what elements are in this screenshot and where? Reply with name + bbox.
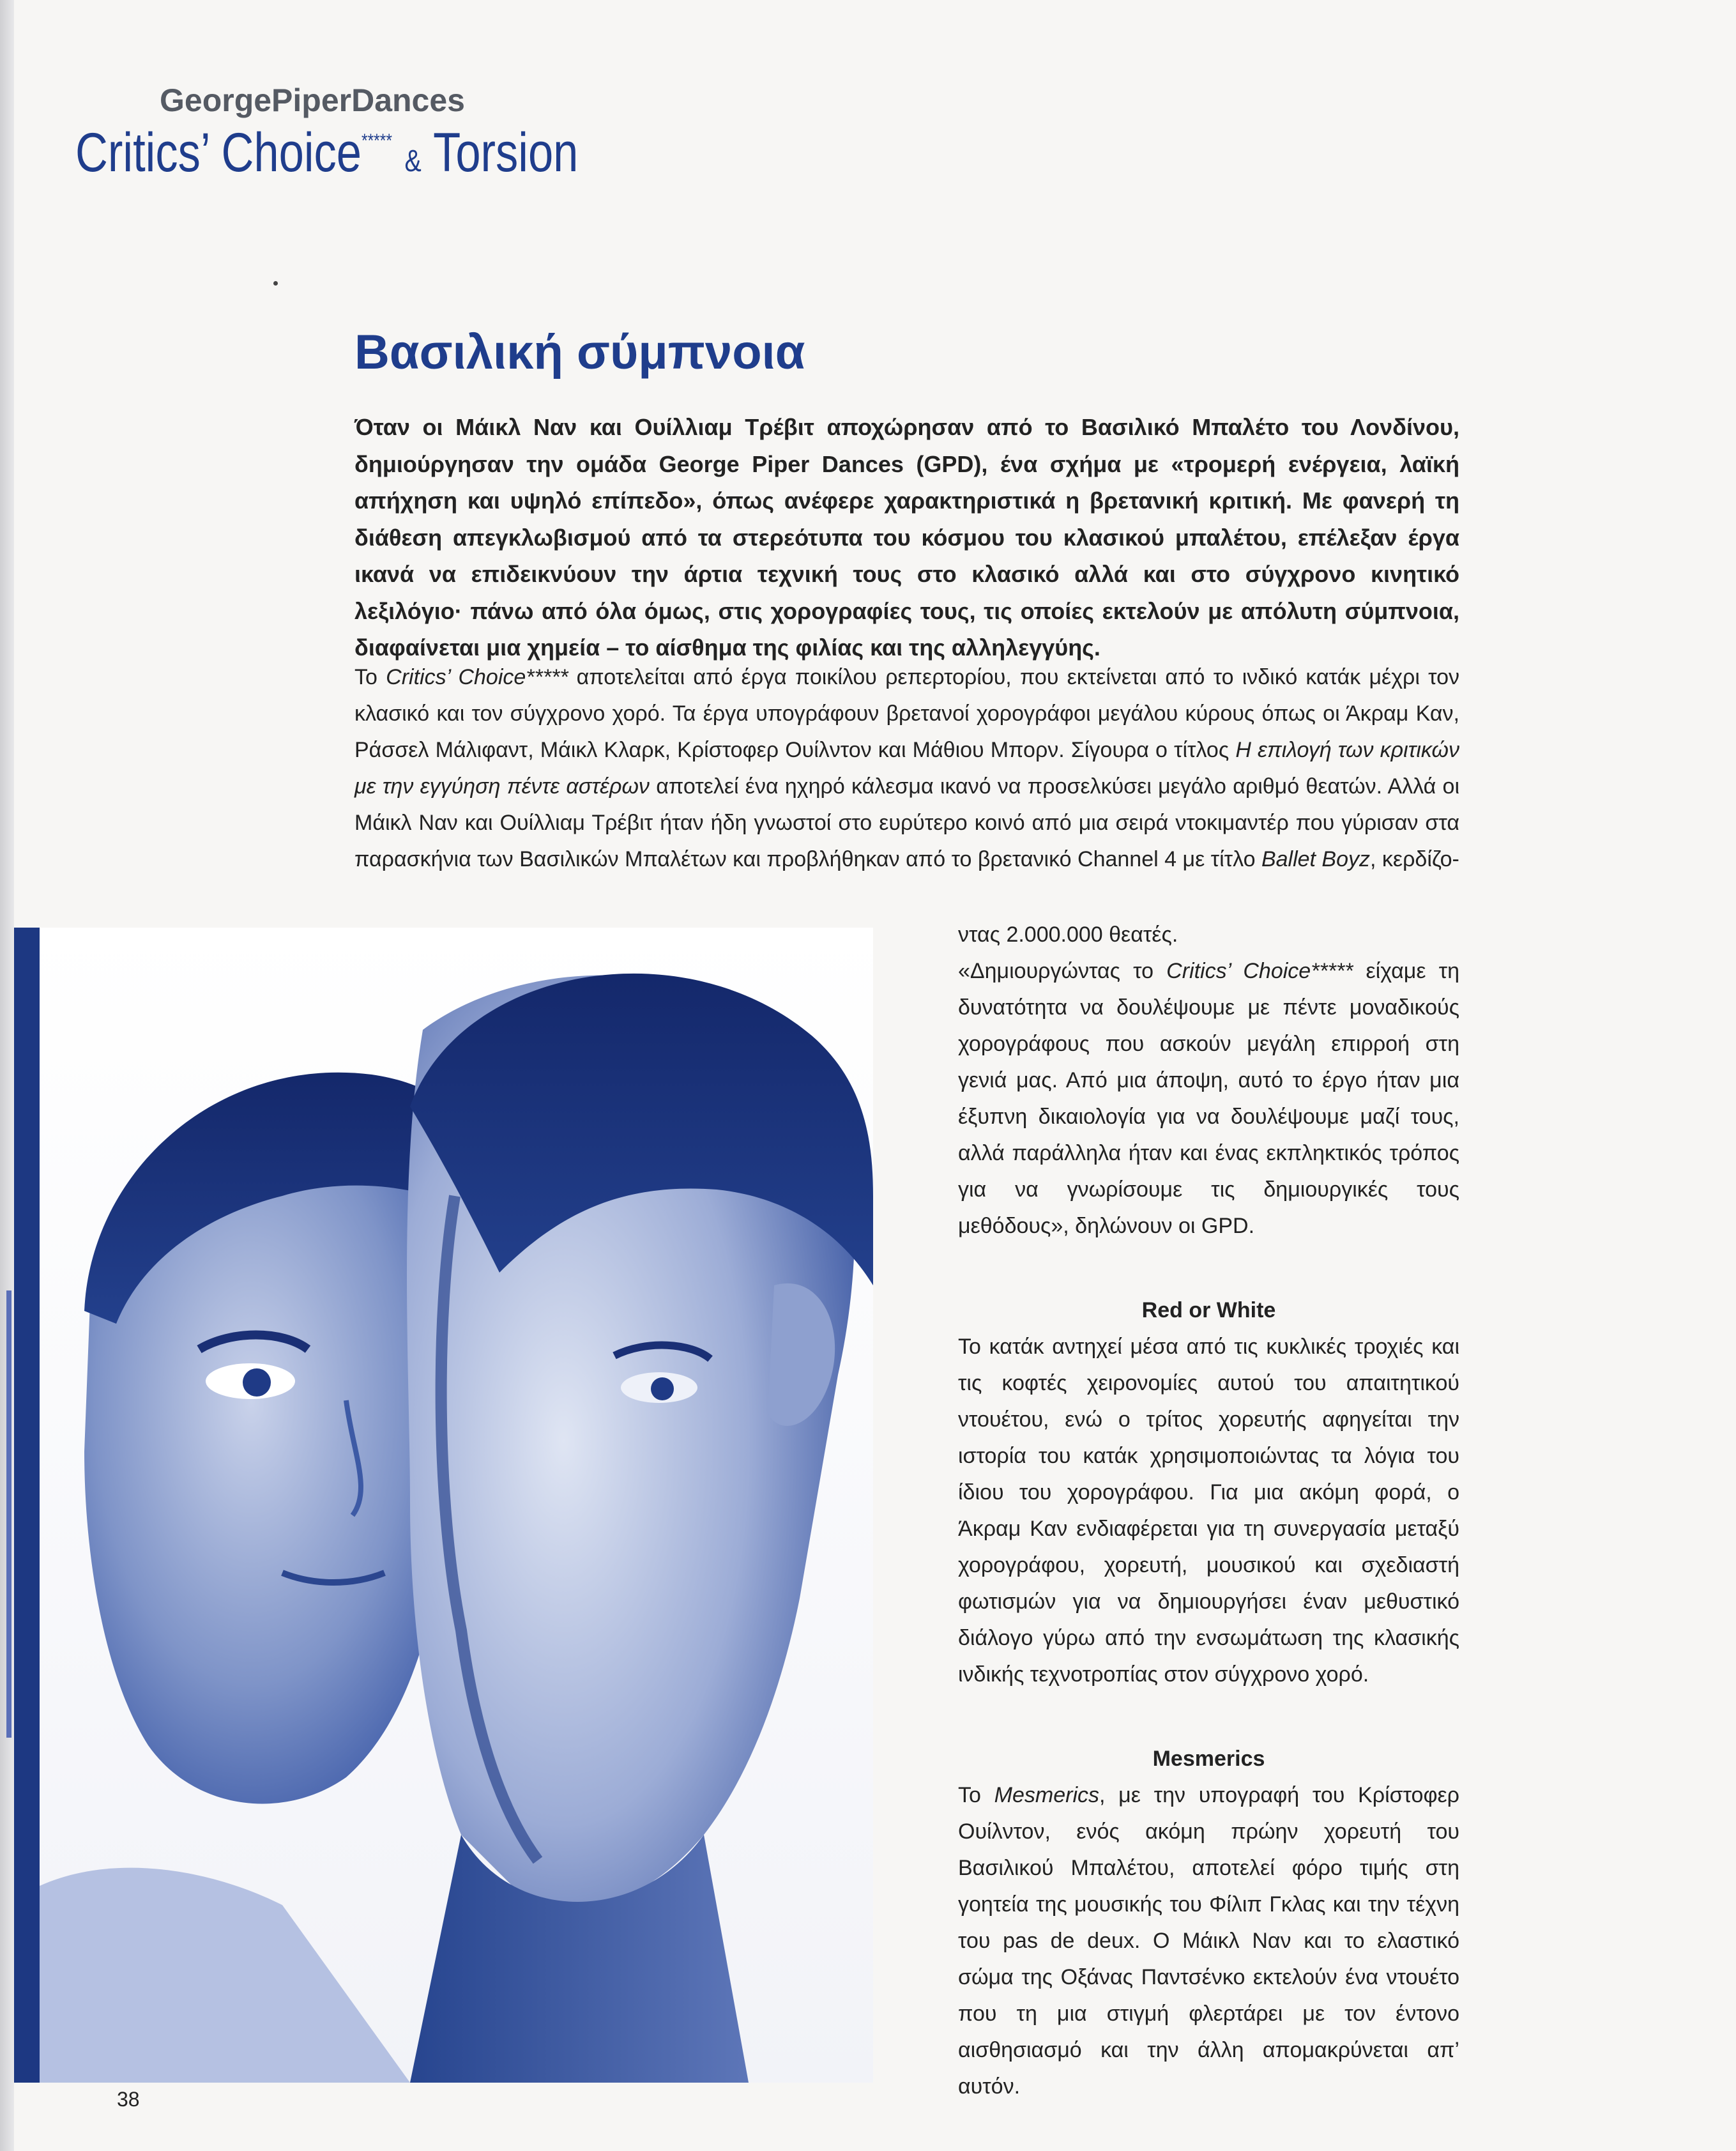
article-headline: Βασιλική σύμπνοια — [354, 325, 805, 379]
section-text-mesmerics: Το Mesmerics, με την υπογραφή του Κρίστοφερ Ουίλντον, ενός ακόμη πρώην χορευτή του Βασιλικού Μπαλέτου, αποτελεί φόρο τιμής στη γοητεία της μουσικής του Φίλιπ Γκλας και την τέχνη του pas de deux. Ο Μάικλ Ναν και το ελαστικό σώμα της Οξάνας Παντσένκο εκτελούν ένα ντουέτο που τη μια στιγμή φλερτάρει με τον έντονο αισθησιασμό και την άλλη απομακρύνεται απ’ αυτόν. — [958, 1783, 1460, 2099]
dancers-portrait-photo — [14, 928, 873, 2083]
series-title-main: Critics’ Choice — [75, 122, 362, 183]
article-body-paragraph — [354, 659, 1459, 878]
series-title — [75, 121, 578, 185]
body-paragraph-1-tail: ντας 2.000.000 θεατές. — [958, 922, 1178, 947]
section-text-red-or-white: Το κατάκ αντηχεί μέσα από τις κυκλικές τροχιές και τις κοφτές χειρονομίες αυτού του απαιτητικού ντουέτου, ενώ ο τρίτος χορευτής αφηγείται την ιστορία του κατάκ χρησιμοποιώντας τα λόγια του ίδιου του χορογράφου. Για μια ακόμη φορά, ο Άκραμ Καν ενδιαφέρεται για τη συνεργασία μεταξύ χορογράφου, χορευτή, μουσικού και σχεδιαστή φωτισμών για να δημιουργήσει έναν μεθυστικό διάλογο γύρω από την ενσωμάτωση της κλασικής ινδικής τεχνοτροπίας στον σύγχρονο χορό. — [958, 1335, 1459, 1687]
page-edge — [0, 0, 14, 2151]
section-title-red-or-white: Red or White — [1141, 1298, 1276, 1322]
portrait-image — [14, 928, 873, 2083]
body-paragraph-1: Το Critics’ Choice***** αποτελείται από έργα ποικίλου ρεπερτορίου, που εκτείνεται από το ινδικό κατάκ μέχρι τον κλασικό και τον σύγχρονο χορό. Τα έργα υπογράφουν βρετανοί χορογράφοι μεγάλου κύρους όπως οι Άκραμ Καν, Ράσσελ Μάλιφαντ, Μάικλ Κλαρκ, Κρίστοφερ Ουίλντον και Μάθιου Μπορν. Σίγουρα ο τίτλος Η επιλογή των κριτικών με την εγγύηση πέντε αστέρων αποτελεί ένα ηχηρό κάλεσμα ικανό να προσελκύσει μεγάλο αριθμό θεατών. Αλλά οι Μάικλ Ναν και Ουίλλιαμ Τρέβιτ ήταν ήδη γνωστοί στο ευρύτερο κοινό από μια σειρά ντοκιμαντέρ που γύρισαν στα παρασκήνια των Βασιλικών Μπαλέτων και προβλήθηκαν από το βρετανικό Channel 4 με τίτλο Ballet Boyz, κερδίζο- — [354, 665, 1459, 871]
section-title-mesmerics: Mesmerics — [1152, 1747, 1265, 1771]
series-title-amp: & — [404, 144, 422, 178]
page-edge-accent — [6, 1290, 11, 1738]
right-column — [958, 917, 1459, 2105]
article-lead: Όταν οι Μάικλ Ναν και Ουίλλιαμ Τρέβιτ αποχώρησαν από το Βασιλικό Μπαλέτο του Λονδίνου, δημιούργησαν την ομάδα George Piper Dances (GPD), ένα σχήμα με «τρομερή ενέργεια, λαϊκή απήχηση και υψηλό επίπεδο», όπως ανέφερε χαρακτηριστικά η βρετανική κριτική. Με φανερή τη διάθεση απεγκλωβισμού από τα στερεότυπα του κόσμου του κλασικού μπαλέτου, επέλεξαν έργα ικανά να επιδεικνύουν την άρτια τεχνική τους στο κλασικό αλλά και στο σύγχρονο κινητικό λεξιλόγιο· πάνω από όλα όμως, στις χορογραφίες τους, τις οποίες εκτελούν με απόλυτη σύμπνοια, διαφαίνεται μια χημεία – το αίσθημα της φιλίας και της αλληλεγγύης. — [354, 414, 1459, 661]
decorative-dot — [273, 281, 278, 286]
series-title-stars: ***** — [362, 130, 392, 151]
series-title-second: Torsion — [433, 122, 579, 183]
page-number: 38 — [117, 2088, 140, 2111]
quote-paragraph: «Δημιουργώντας το Critics’ Choice***** είχαμε τη δυνατότητα να δουλέψουμε με πέντε μοναδικούς χορογράφους που ασκούν μεγάλη επιρροή στη γενιά μας. Από μια άποψη, αυτό το έργο ήταν μια έξυπνη δικαιολογία για να δουλέψουμε μαζί τους, αλλά παράλληλα ήταν και ένας εκπληκτικός τρόπος για να γνωρίσουμε τις δημιουργικές τους μεθόδους», δηλώνουν οι GPD. — [958, 959, 1459, 1238]
brand-name: GeorgePiperDances — [160, 82, 465, 118]
